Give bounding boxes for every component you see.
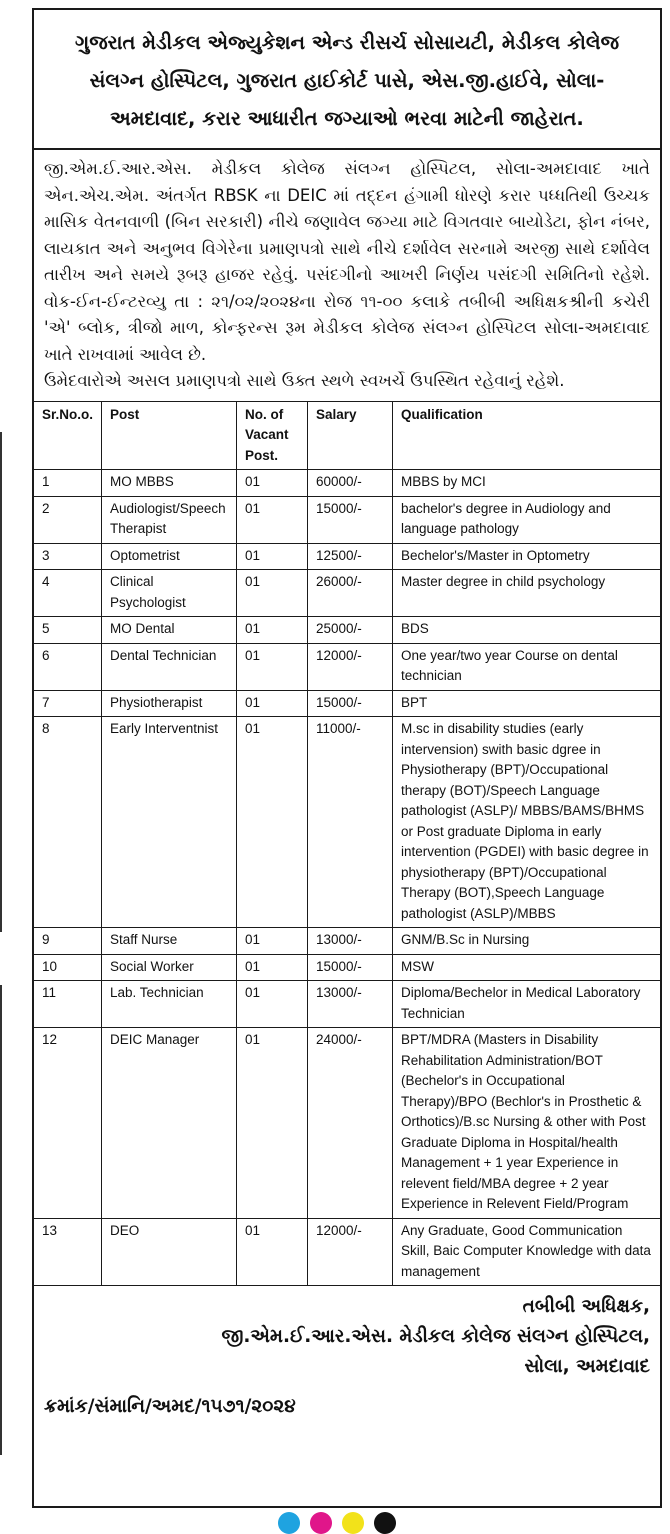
cell-qualification: bachelor's degree in Audiology and language pathology (393, 496, 660, 543)
cell-sr-no: 12 (34, 1028, 102, 1219)
table-row (34, 1218, 660, 1286)
cell-post: Optometrist (102, 543, 237, 570)
cell-salary: 25000/- (308, 617, 393, 644)
cell-qualification: Bechelor's/Master in Optometry (393, 543, 660, 570)
cell-vacant-posts: 01 (237, 543, 308, 570)
cell-qualification: MSW (393, 954, 660, 981)
col-header-qualification: Qualification (393, 401, 660, 470)
cell-qualification: Diploma/Bechelor in Medical Laboratory Technician (393, 981, 660, 1028)
cell-salary: 13000/- (308, 928, 393, 955)
advertisement-title (34, 10, 660, 150)
cell-sr-no: 1 (34, 470, 102, 497)
cell-sr-no: 3 (34, 543, 102, 570)
cell-qualification: MBBS by MCI (393, 470, 660, 497)
cell-post: DEIC Manager (102, 1028, 237, 1219)
cell-salary: 12500/- (308, 543, 393, 570)
cell-vacant-posts: 01 (237, 496, 308, 543)
registration-dot-magenta (310, 1512, 332, 1534)
table-row (34, 717, 660, 928)
cell-post: Audiologist/Speech Therapist (102, 496, 237, 543)
reference-number: ક્રમાંક/સંમાનિ/અમદ/૧૫૭૧/૨૦૨૪ (44, 1396, 296, 1417)
crop-mark-bottom (0, 985, 8, 1455)
cell-vacant-posts: 01 (237, 643, 308, 690)
cell-qualification: Master degree in child psychology (393, 570, 660, 617)
cell-qualification: BDS (393, 617, 660, 644)
title-line: સંલગ્ન હોસ્પિટલ, ગુજરાત હાઈકોર્ટ પાસે, એસ.જી.હાઈવે, સોલા- (89, 69, 605, 92)
table-row (34, 617, 660, 644)
advertisement (32, 8, 662, 1508)
crop-mark-top (0, 432, 8, 932)
cell-salary: 13000/- (308, 981, 393, 1028)
registration-dot-black (374, 1512, 396, 1534)
cell-salary: 26000/- (308, 570, 393, 617)
cell-post: Clinical Psychologist (102, 570, 237, 617)
cell-sr-no: 5 (34, 617, 102, 644)
cell-salary: 24000/- (308, 1028, 393, 1219)
cell-sr-no: 4 (34, 570, 102, 617)
title-line: અમદાવાદ, કરાર આધારીત જગ્યાઓ ભરવા માટેની જાહેરાત. (110, 107, 584, 130)
cell-qualification: One year/two year Course on dental technician (393, 643, 660, 690)
cell-sr-no: 9 (34, 928, 102, 955)
col-header-salary: Salary (308, 401, 393, 470)
cell-sr-no: 6 (34, 643, 102, 690)
table-row (34, 543, 660, 570)
cell-salary: 12000/- (308, 1218, 393, 1286)
cell-vacant-posts: 01 (237, 1218, 308, 1286)
cell-vacant-posts: 01 (237, 570, 308, 617)
cell-sr-no: 13 (34, 1218, 102, 1286)
cell-sr-no: 2 (34, 496, 102, 543)
cell-salary: 15000/- (308, 690, 393, 717)
cell-vacant-posts: 01 (237, 1028, 308, 1219)
cell-vacant-posts: 01 (237, 470, 308, 497)
cell-sr-no: 11 (34, 981, 102, 1028)
cell-post: Physiotherapist (102, 690, 237, 717)
signatory-office: જી.એમ.ઈ.આર.એસ. મેડીકલ કોલેજ સંલગ્ન હોસ્પિટલ, (221, 1326, 650, 1347)
cell-vacant-posts: 01 (237, 617, 308, 644)
cell-salary: 12000/- (308, 643, 393, 690)
cell-qualification: Any Graduate, Good Communication Skill, Baic Computer Knowledge with data management (393, 1218, 660, 1286)
cell-salary: 60000/- (308, 470, 393, 497)
cell-post: MO MBBS (102, 470, 237, 497)
cell-post: Staff Nurse (102, 928, 237, 955)
cell-vacant-posts: 01 (237, 981, 308, 1028)
cell-post: Early Interventnist (102, 717, 237, 928)
table-row (34, 1028, 660, 1219)
col-header-sr-no: Sr.No.o. (34, 401, 102, 470)
table-row (34, 690, 660, 717)
cell-post: Social Worker (102, 954, 237, 981)
cell-salary: 15000/- (308, 496, 393, 543)
registration-marks (278, 1512, 396, 1534)
registration-dot-cyan (278, 1512, 300, 1534)
table-row (34, 981, 660, 1028)
vacancy-table (34, 401, 660, 1287)
cell-qualification: BPT/MDRA (Masters in Disability Rehabilitation Administration/BOT (Bechelor's in Occupational Therapy)/BPO (Bechlor's in Prosthetic & Orthotics)/B.sc Nursing & other with Post Graduate Diploma in Hospital/health Management + 1 year Experience in relevent field/MBA degree + 2 year Experience in Relevent Field/Program (393, 1028, 660, 1219)
table-row (34, 470, 660, 497)
cell-vacant-posts: 01 (237, 717, 308, 928)
table-header-row (34, 401, 660, 470)
cell-post: DEO (102, 1218, 237, 1286)
cell-qualification: BPT (393, 690, 660, 717)
col-header-vacant-posts: No. of Vacant Post. (237, 401, 308, 470)
cell-qualification: M.sc in disability studies (early intervension) swith basic dgree in Physiotherapy (BPT)/Occupational therapy (BOT)/Speech Language pathologist (ASLP)/ MBBS/BAMS/BHMS or Post graduate Diploma in early intervention (PGDEI) with basic degree in physiotherapy (BPT)/Occupational Therapy (BOT),Speech Language pathologist (ASLP)/MBBS (393, 717, 660, 928)
cell-vacant-posts: 01 (237, 954, 308, 981)
cell-vacant-posts: 01 (237, 690, 308, 717)
table-row (34, 570, 660, 617)
cell-post: Lab. Technician (102, 981, 237, 1028)
signatory-place: સોલા, અમદાવાદ (524, 1356, 650, 1377)
cell-sr-no: 7 (34, 690, 102, 717)
intro-note: ઉમેદવારોએ અસલ પ્રમાણપત્રો સાથે ઉક્ત સ્થળે સ્વખર્ચે ઉપસ્થિત રહેવાનું રહેશે. (44, 371, 565, 390)
cell-sr-no: 10 (34, 954, 102, 981)
cell-qualification: GNM/B.Sc in Nursing (393, 928, 660, 955)
cell-vacant-posts: 01 (237, 928, 308, 955)
signature-block (34, 1286, 660, 1382)
intro-text (34, 150, 660, 401)
signatory-designation: તબીબી અધિક્ષક, (522, 1296, 650, 1317)
title-line: ગુજરાત મેડીકલ એજ્યુકેશન એન્ડ રીસર્ચ સોસાયટી, મેડીકલ કોલેજ (74, 31, 620, 54)
table-row (34, 496, 660, 543)
table-row (34, 928, 660, 955)
cell-post: Dental Technician (102, 643, 237, 690)
cell-sr-no: 8 (34, 717, 102, 928)
table-row (34, 954, 660, 981)
registration-dot-yellow (342, 1512, 364, 1534)
cell-post: MO Dental (102, 617, 237, 644)
cell-salary: 15000/- (308, 954, 393, 981)
table-row (34, 643, 660, 690)
col-header-post: Post (102, 401, 237, 470)
cell-salary: 11000/- (308, 717, 393, 928)
intro-paragraph: જી.એમ.ઈ.આર.એસ. મેડીકલ કોલેજ સંલગ્ન હોસ્પિટલ, સોલા-અમદાવાદ ખાતે એન.એચ.એમ. અંતર્ગત RBSK ના DEIC માં તદ્દન હંગામી ધોરણે કરાર પધ્ધતિથી ઉચ્ચક માસિક વેતનવાળી (બિન સરકારી) નીચે જણાવેલ જગ્યા માટે વિગતવાર બાયોડેટા, ફોન નંબર, લાયકાત અને અનુભવ વિગેરેના પ્રમાણપત્રો સાથે નીચે દર્શાવેલ સરનામે અરજી સાથે દર્શાવેલ તારીખ અને સમયે રૂબરૂ હાજર રહેવું. પસંદગીનો આખરી નિર્ણય પસંદગી સમિતિનો રહેશે. વોક-ઈન-ઈન્ટરવ્યુ તા : ૨૧/૦૨/૨૦૨૪ના રોજ ૧૧-૦૦ કલાકે તબીબી અધિક્ષકશ્રીની કચેરી 'એ' બ્લોક, ત્રીજો માળ, કોન્ફરન્સ રૂમ મેડીકલ કોલેજ સંલગ્ન હોસ્પિટલ સોલા-અમદાવાદ ખાતે રાખવામાં આવેલ છે. (44, 159, 650, 364)
